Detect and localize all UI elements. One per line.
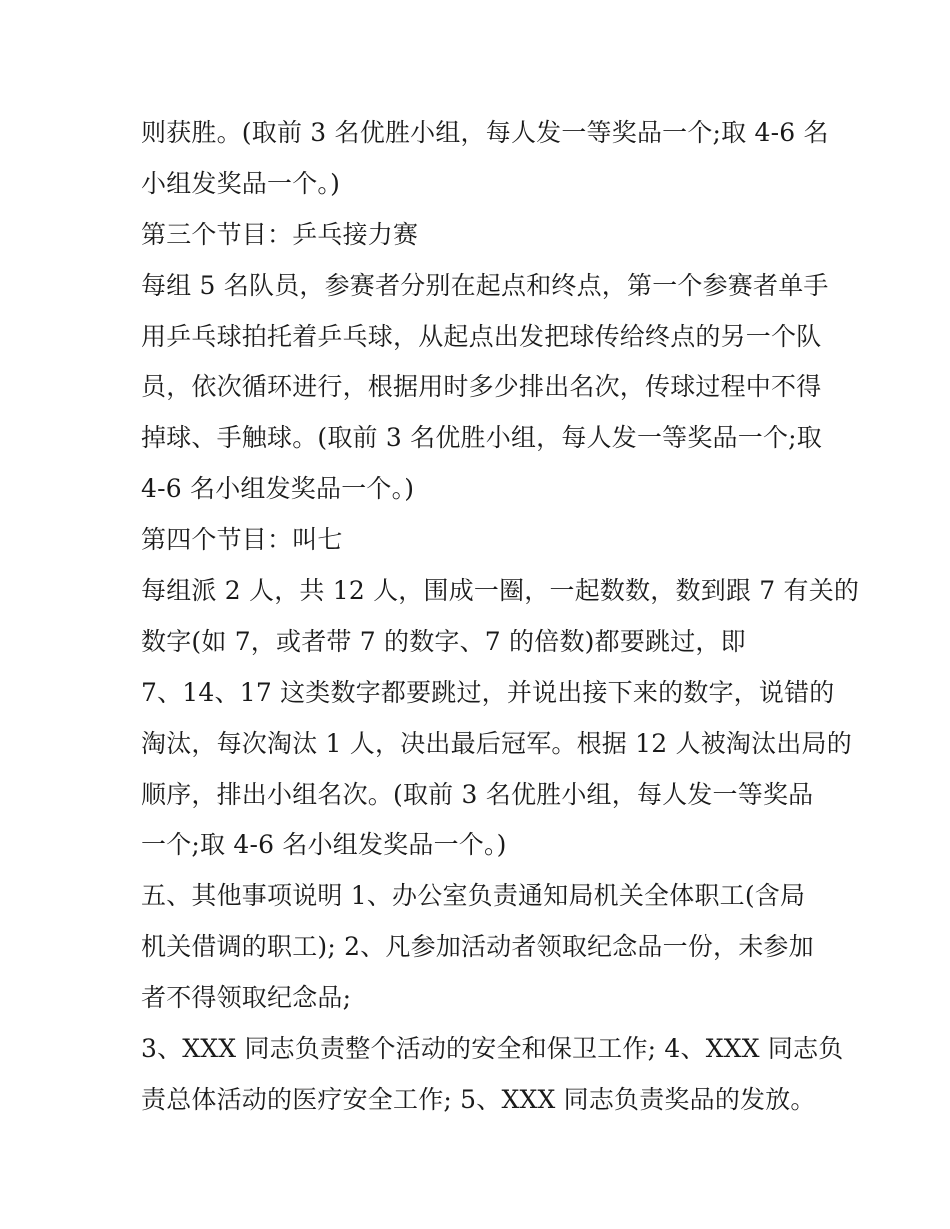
text-line: 五、其他事项说明 1、办公室负责通知局机关全体职工(含局 xyxy=(141,881,806,911)
text-line: 掉球、手触球。(取前 3 名优胜小组，每人发一等奖品一个;取 xyxy=(141,423,822,453)
text-line: 则获胜。(取前 3 名优胜小组，每人发一等奖品一个;取 4-6 名 xyxy=(141,118,829,147)
section-heading: 第四个节目：叫七 xyxy=(141,525,343,555)
text-line: 者不得领取纪念品; xyxy=(141,983,352,1013)
text-line: 顺序，排出小组名次。(取前 3 名优胜小组，每人发一等奖品 xyxy=(141,779,814,809)
section-heading: 第三个节目：乒乓接力赛 xyxy=(141,219,419,249)
text-line: 3、XXX 同志负责整个活动的安全和保卫工作; 4、XXX 同志负 xyxy=(141,1034,844,1064)
text-line: 每组派 2 人，共 12 人，围成一圈，一起数数，数到跟 7 有关的 xyxy=(141,576,860,606)
document-body xyxy=(141,108,860,1126)
text-line: 数字(如 7，或者带 7 的数字、7 的倍数)都要跳过，即 xyxy=(141,626,746,656)
text-line: 淘汰，每次淘汰 1 人，决出最后冠军。根据 12 人被淘汰出局的 xyxy=(141,728,852,758)
text-line: 用乒乓球拍托着乒乓球，从起点出发把球传给终点的另一个队 xyxy=(141,321,822,351)
text-line: 小组发奖品一个。) xyxy=(141,168,341,198)
text-line: 机关借调的职工); 2、凡参加活动者领取纪念品一份，未参加 xyxy=(141,932,814,962)
text-line: 7、14、17 这类数字都要跳过，并说出接下来的数字，说错的 xyxy=(141,677,835,707)
text-line: 责总体活动的医疗安全工作; 5、XXX 同志负责奖品的发放。 xyxy=(141,1084,816,1114)
text-line: 4-6 名小组发奖品一个。) xyxy=(141,474,415,504)
text-line: 员，依次循环进行，根据用时多少排出名次，传球过程中不得 xyxy=(141,372,822,402)
text-line: 每组 5 名队员，参赛者分别在起点和终点，第一个参赛者单手 xyxy=(141,270,829,300)
text-line: 一个;取 4-6 名小组发奖品一个。) xyxy=(141,830,507,860)
